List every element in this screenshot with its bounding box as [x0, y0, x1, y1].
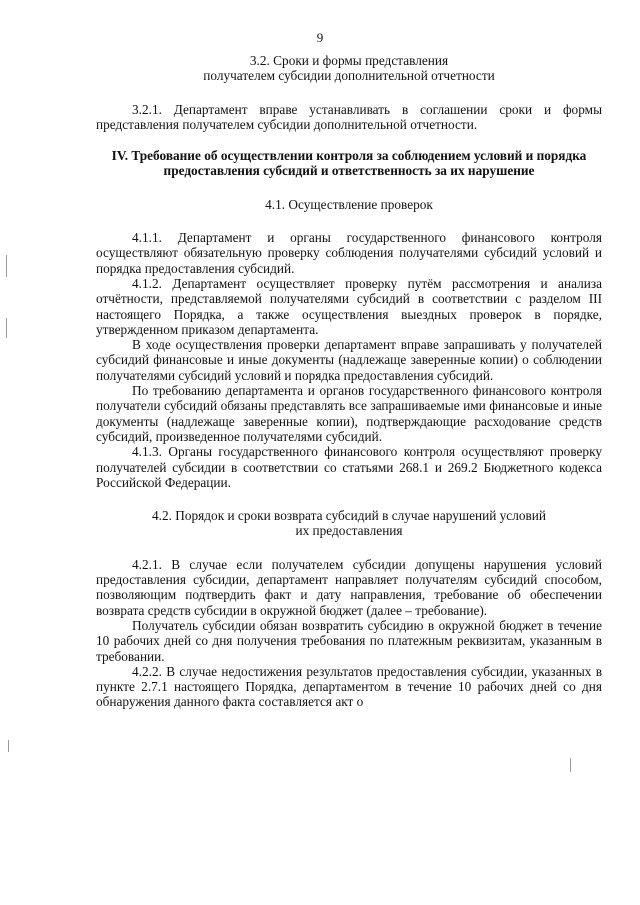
- section-4-2-title-line1: 4.2. Порядок и сроки возврата субсидий в случае нарушений условий: [152, 508, 546, 524]
- paragraph-return: Получатель субсидии обязан возвратить субсидию в окружной бюджет в течение 10 рабочих дней со дня получения требования по платежным реквизитам, указанным в требовании.: [96, 617, 602, 664]
- section-3-2-title-line1: 3.2. Сроки и формы представления: [249, 53, 449, 68]
- page-content: [96, 53, 602, 710]
- section-4-2-title-line2: их предоставления: [295, 523, 403, 539]
- paragraph-check: В ходе осуществления проверки департамент вправе запрашивать у получателей субсидий финансовые и иные документы (надлежаще заверенные копии) о соблюдении получателями субсидий условий и порядка предоставления субсидий.: [96, 337, 602, 383]
- paragraph-3-2-1: 3.2.1. Департамент вправе устанавливать в соглашении сроки и формы представления получателем субсидии дополнительной отчетности.: [96, 101, 602, 132]
- section-4-2-heading: [96, 508, 602, 539]
- scan-mark-left-top: [6, 255, 7, 277]
- paragraph-request: По требованию департамента и органов государственного финансового контроля получатели субсидий обязаны представлять все запрашиваемые ими финансовые и иные документы (надлежаще заверенные копии), подтверждающие расходование средств субсидий, произведенное получателями субсидий.: [96, 383, 602, 444]
- section-3-2-title-line2: получателем субсидии дополнительной отчетности: [203, 68, 495, 84]
- paragraph-4-1-3: 4.1.3. Органы государственного финансового контроля осуществляют проверку получателей субсидии в соответствии со статьями 268.1 и 269.2 Бюджетного кодекса Российской Федерации.: [96, 444, 602, 490]
- page-number: 9: [316, 30, 324, 45]
- scan-mark-left-bottom: [8, 740, 9, 752]
- paragraph-4-1-1: 4.1.1. Департамент и органы государственного финансового контроля осуществляют обязательную проверку соблюдения получателями субсидий условий и порядка предоставления субсидий.: [96, 230, 602, 276]
- paragraph-4-2-2: 4.2.2. В случае недостижения результатов предоставления субсидии, указанных в пункте 2.7.1 настоящего Порядка, департаментом в течение 10 рабочих дней со дня обнаружения данного факта составляется акт о: [96, 663, 602, 710]
- section-iv-heading: IV. Требование об осуществлении контроля за соблюдением условий и порядка предоставления субсидий и ответственность за их нарушение: [111, 148, 587, 179]
- scan-mark-right: [570, 758, 571, 772]
- paragraph-4-2-1: 4.2.1. В случае если получателем субсидии допущены нарушения условий предоставления субсидии, департамент направляет получателям субсидий способом, позволяющим подтвердить факт и дату направления, требование об обеспечении возврата средств субсидии в окружной бюджет (далее – требование).: [96, 556, 602, 618]
- section-4-1-heading: 4.1. Осуществление проверок: [265, 196, 433, 212]
- scan-mark-left-mid: [6, 318, 7, 338]
- paragraph-4-1-2: 4.1.2. Департамент осуществляет проверку путём рассмотрения и анализа отчётности, представляемой получателями субсидий в соответствии с разделом III настоящего Порядка, а также осуществления выездных проверок в порядке, утвержденном приказом департамента.: [96, 275, 602, 337]
- section-3-2-heading: [96, 53, 602, 84]
